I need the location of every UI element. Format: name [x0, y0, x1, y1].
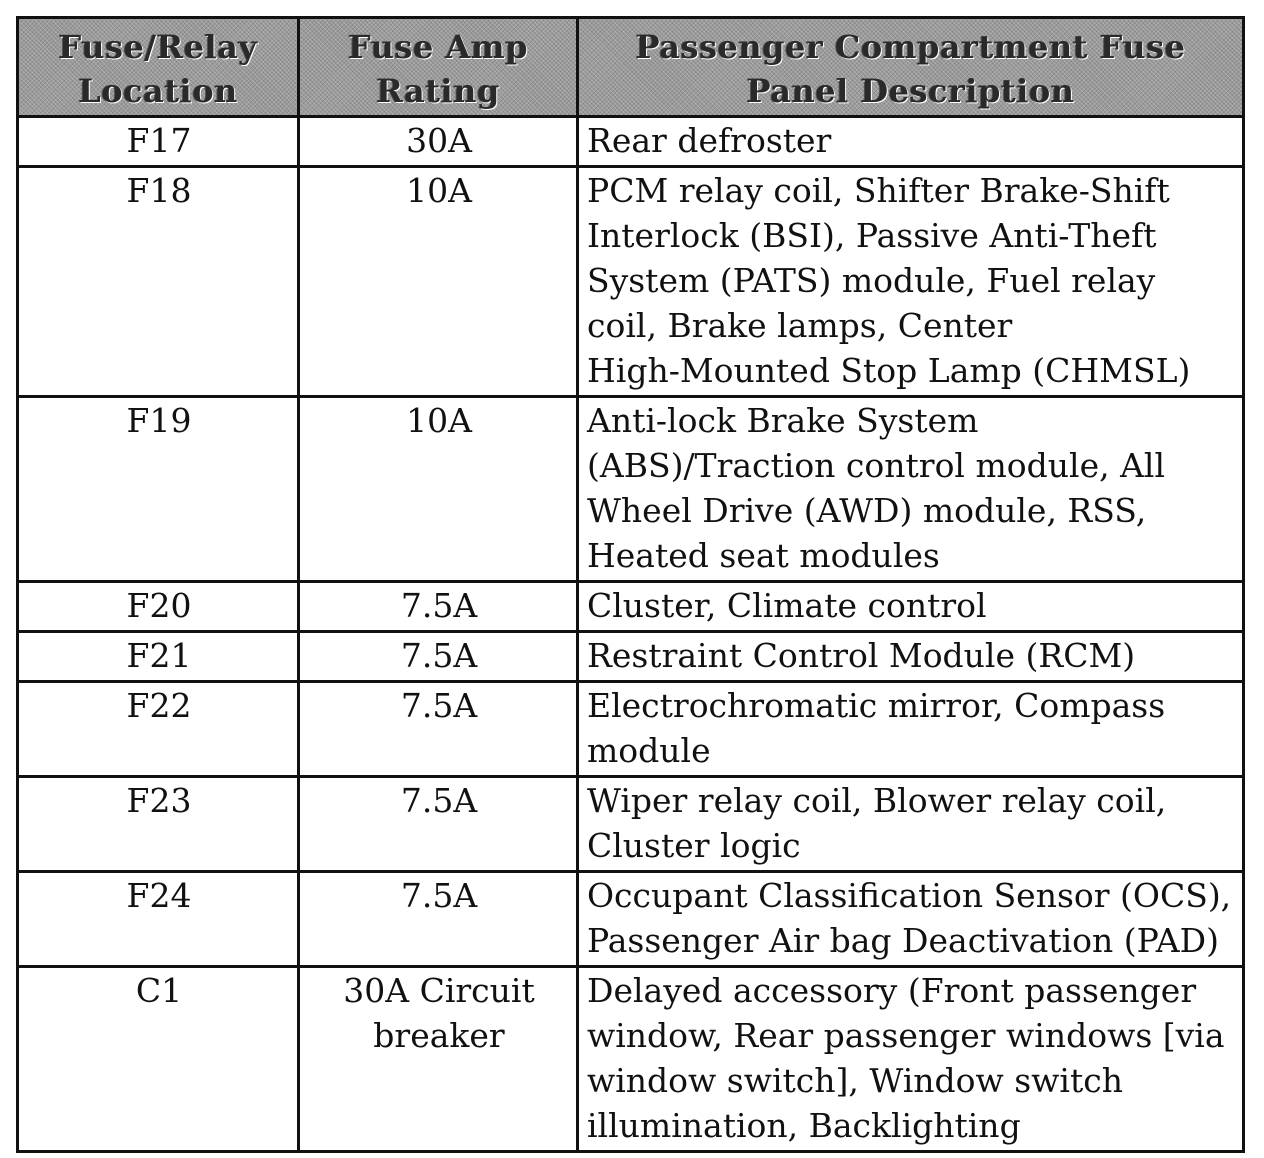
fuse-description-line: window switch], Window switch	[587, 1061, 1123, 1100]
fuse-description-line: module	[587, 731, 711, 770]
fuse-location: F24	[126, 876, 192, 915]
fuse-table	[16, 16, 1245, 1153]
fuse-description-cell	[578, 777, 1244, 872]
fuse-description-line: illumination, Backlighting	[587, 1106, 1021, 1145]
fuse-rows	[18, 117, 1244, 1152]
table-row	[18, 632, 1244, 682]
fuse-description-line: Interlock (BSI), Passive Anti-Theft	[587, 216, 1157, 255]
header-description	[578, 18, 1244, 117]
fuse-description-line: Occupant Classification Sensor (OCS),	[587, 876, 1232, 915]
fuse-description-cell	[578, 682, 1244, 777]
table-row	[18, 682, 1244, 777]
fuse-amp-cell	[299, 117, 578, 167]
fuse-description-line: Heated seat modules	[587, 536, 940, 575]
fuse-amp-rating: 7.5A	[400, 586, 478, 625]
header-location-line: Fuse/Relay	[58, 28, 258, 66]
fuse-description-line: coil, Brake lamps, Center	[587, 306, 1013, 345]
fuse-description-line: High-Mounted Stop Lamp (CHMSL)	[587, 351, 1191, 390]
fuse-amp-rating: 30A	[406, 121, 472, 160]
fuse-location-cell	[18, 397, 299, 582]
fuse-amp-rating: breaker	[373, 1016, 505, 1055]
header-location	[18, 18, 299, 117]
header-location-line: Location	[78, 72, 238, 110]
fuse-amp-cell	[299, 397, 578, 582]
fuse-description-line: System (PATS) module, Fuel relay	[587, 261, 1156, 300]
fuse-amp-rating: 10A	[406, 171, 472, 210]
fuse-location: F22	[126, 686, 192, 725]
fuse-amp-rating: 10A	[406, 401, 472, 440]
fuse-amp-rating: 7.5A	[400, 686, 478, 725]
fuse-amp-rating: 30A Circuit	[343, 971, 535, 1010]
fuse-amp-cell	[299, 582, 578, 632]
fuse-description-line: Wheel Drive (AWD) module, RSS,	[587, 491, 1147, 530]
fuse-description-cell	[578, 872, 1244, 967]
fuse-description-line: (ABS)/Traction control module, All	[587, 446, 1166, 485]
fuse-location-cell	[18, 167, 299, 397]
header-description-line: Passenger Compartment Fuse	[635, 28, 1186, 66]
fuse-description-cell	[578, 582, 1244, 632]
fuse-location-cell	[18, 967, 299, 1152]
table-row	[18, 117, 1244, 167]
fuse-description-line: Restraint Control Module (RCM)	[587, 636, 1136, 675]
fuse-location: C1	[135, 971, 183, 1010]
fuse-location: F18	[126, 171, 192, 210]
fuse-location-cell	[18, 582, 299, 632]
table-row	[18, 872, 1244, 967]
fuse-description-line: Delayed accessory (Front passenger	[587, 971, 1197, 1010]
fuse-description-cell	[578, 167, 1244, 397]
table-row	[18, 967, 1244, 1152]
fuse-description-line: Electrochromatic mirror, Compass	[587, 686, 1166, 725]
fuse-location: F21	[126, 636, 192, 675]
fuse-amp-rating: 7.5A	[400, 636, 478, 675]
table-row	[18, 167, 1244, 397]
fuse-description-cell	[578, 967, 1244, 1152]
fuse-description-line: Cluster logic	[587, 826, 801, 865]
header-row	[18, 18, 1244, 117]
header-amp-line: Rating	[376, 72, 500, 110]
fuse-description-line: Cluster, Climate control	[587, 586, 987, 625]
fuse-location-cell	[18, 777, 299, 872]
fuse-location: F17	[126, 121, 192, 160]
fuse-location: F20	[126, 586, 192, 625]
fuse-description-line: Anti-lock Brake System	[587, 401, 979, 440]
fuse-amp-cell	[299, 682, 578, 777]
fuse-location-cell	[18, 682, 299, 777]
fuse-description-line: Rear defroster	[587, 121, 832, 160]
fuse-location-cell	[18, 632, 299, 682]
fuse-amp-cell	[299, 872, 578, 967]
fuse-location: F19	[126, 401, 192, 440]
fuse-location-cell	[18, 872, 299, 967]
fuse-description-cell	[578, 632, 1244, 682]
fuse-description-cell	[578, 117, 1244, 167]
fuse-location-cell	[18, 117, 299, 167]
fuse-amp-cell	[299, 777, 578, 872]
table-row	[18, 777, 1244, 872]
fuse-location: F23	[126, 781, 192, 820]
header-amp-line: Fuse Amp	[348, 28, 528, 66]
fuse-description-line: Wiper relay coil, Blower relay coil,	[587, 781, 1167, 820]
fuse-description-line: PCM relay coil, Shifter Brake-Shift	[587, 171, 1170, 210]
table-row	[18, 397, 1244, 582]
fuse-description-line: Passenger Air bag Deactivation (PAD)	[587, 921, 1219, 960]
fuse-description-line: window, Rear passenger windows [via	[587, 1016, 1225, 1055]
header-amp-rating	[299, 18, 578, 117]
fuse-amp-cell	[299, 967, 578, 1152]
fuse-amp-cell	[299, 167, 578, 397]
fuse-description-cell	[578, 397, 1244, 582]
fuse-amp-cell	[299, 632, 578, 682]
table-row	[18, 582, 1244, 632]
header-description-line: Panel Description	[746, 72, 1075, 110]
fuse-amp-rating: 7.5A	[400, 781, 478, 820]
fuse-amp-rating: 7.5A	[400, 876, 478, 915]
